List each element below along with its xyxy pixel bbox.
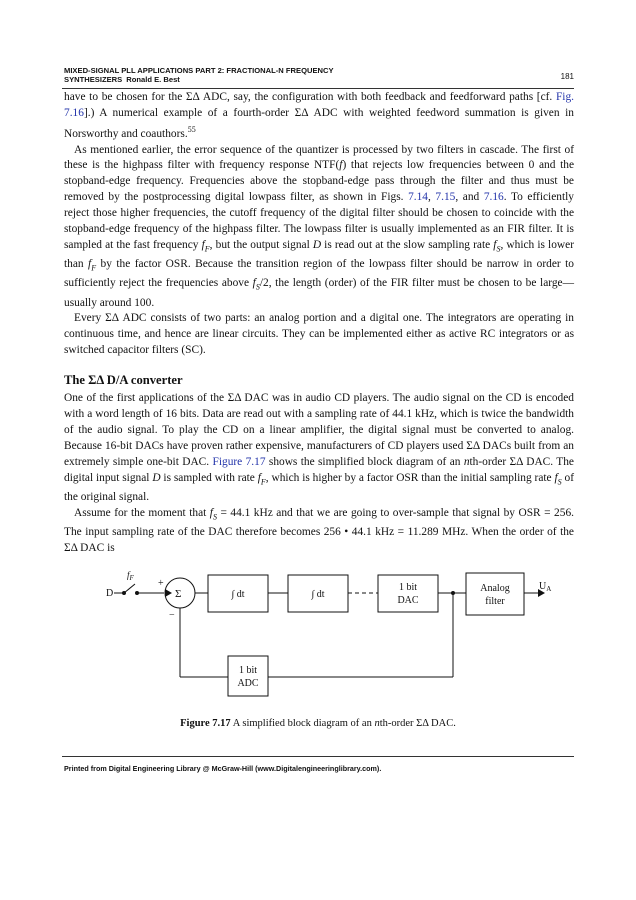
header-title-line2: SYNTHESIZERS — [64, 75, 123, 84]
paragraph-4: One of the first applications of the ΣΔ DAC was in audio CD players. The audio signal on the CD is encoded with a word length of 16 bits. Data are read out with a sampling rate of 44.1 kHz, which is twice the bandwidth of the audio signal. To play the CD on a linear amplifier, the digital signal must be converted to analog. Because 16-bit DACs have proven rather expensive, manufacturers of CD players used ΣΔ DACs built from an extremely simple one-bit DAC. Figure 7.17 shows the simplified block diagram of an nth-order ΣΔ DAC. The digital input signal D is sampled with rate $f_F$, which is higher by a factor OSR than the initial sampling rate $f_S$ of the original signal. — [64, 392, 574, 503]
adc-label-line1: 1 bit — [238, 665, 258, 676]
plus-sign: + — [158, 578, 164, 589]
switch-label: $f_F$ — [127, 570, 134, 582]
minus-sign: − — [169, 610, 175, 621]
header-rule — [62, 88, 574, 89]
figure-caption-label: Figure 7.17 — [180, 718, 231, 729]
arrow-into-sum — [165, 589, 172, 597]
header-author: Ronald E. Best — [126, 75, 180, 84]
dac-block — [378, 575, 438, 612]
adc-label-line2: ADC — [237, 678, 259, 689]
section-heading: The ΣΔ D/A converter — [64, 373, 183, 388]
fig-7-16-link[interactable]: Fig. 7.16 — [64, 91, 574, 119]
paragraph-2: As mentioned earlier, the error sequence of the quantizer is processed by two filters in cascade. The first of these is the highpass filter with frequency response NTF(f) that rejects low frequencies between 0 and the stopband-edge frequency. Frequencies above the stopband-edge pass through the filter and thus must be removed by the postprocessing digital lowpass filter, as shown in Figs. 7.14, 7.15, and 7.16. To efficiently reject those higher frequencies, the cutoff frequency of the digital filter should be chosen to coincide with the stopband-edge frequency of the highpass filter. The lowpass filter is usually implemented as an FIR filter. It is sampled at the fast frequency $f_F$, but the output signal D is read out at the slow sampling rate $f_S$, which is lower than $f_F$ by the factor OSR. Because the transition region of the lowpass filter should be narrow in order to sufficiently reject the frequencies above $f_S/2$, the length (order) of the FIR filter must be chosen to be large—usually around 100. — [64, 143, 575, 309]
switch-contact-2 — [135, 591, 139, 595]
fig-7-17-link[interactable]: Figure 7.17 — [212, 455, 266, 468]
paragraph-1: have to be chosen for the ΣΔ ADC, say, the configuration with both feedback and feedforward paths [cf. Fig. 7.16].) A numerical example of a fourth-order ΣΔ ADC with weighted feedword summation is given in Norsworthy and coauthors.$^{55}$ — [64, 91, 574, 140]
body-text — [64, 90, 574, 557]
input-label: D — [106, 588, 114, 599]
fig-7-15-link[interactable]: 7.15 — [435, 191, 456, 204]
dac-label-line1: 1 bit — [398, 582, 418, 593]
footer-text: Printed from Digital Engineering Library @ McGraw-Hill (www.Digitalengineeringlibrary.com). — [64, 764, 382, 773]
figure-caption: Figure 7.17 A simplified block diagram of an nth-order ΣΔ DAC. — [180, 718, 456, 729]
paragraph-3: Every ΣΔ ADC consists of two parts: an analog portion and a digital one. The integrators are operating in continuous time, and hence are linear circuits. They can be implemented either as active RC integrators or as switched capacitor filters (SC). — [64, 312, 574, 357]
footnote-ref: 55 — [187, 124, 196, 134]
output-label: $U_A$ — [539, 581, 552, 593]
sampling-switch — [124, 584, 135, 593]
analog-filter-block — [466, 573, 524, 615]
fig-7-14-link[interactable]: 7.14 — [408, 191, 428, 204]
block-diagram — [92, 566, 562, 706]
integrator-1-label: ∫ dt — [231, 589, 245, 600]
header-title-line1: MIXED-SIGNAL PLL APPLICATIONS PART 2: FRACTIONAL-N FREQUENCY — [64, 66, 334, 75]
paragraph-5: Assume for the moment that $f_S = 44.1$ kHz and that we are going to over-sample that signal by OSR = 256. The input sampling rate of the DAC therefore becomes 256 • 44.1 kHz = 11.289 MHz. When the order of the ΣΔ DAC is — [64, 506, 574, 554]
filter-label-line2: filter — [485, 596, 505, 607]
running-header — [64, 66, 574, 84]
filter-label-line1: Analog — [480, 583, 510, 594]
integrator-2-label: ∫ dt — [311, 589, 325, 600]
switch-contact-1 — [122, 591, 126, 595]
footer-rule — [62, 756, 574, 757]
sum-symbol: Σ — [175, 588, 182, 600]
dac-label-line2: DAC — [397, 595, 419, 606]
junction-dot — [451, 591, 455, 595]
fig-7-16-link-2[interactable]: 7.16 — [483, 191, 504, 204]
page-number: 181 — [560, 72, 574, 81]
adc-block — [228, 656, 268, 696]
